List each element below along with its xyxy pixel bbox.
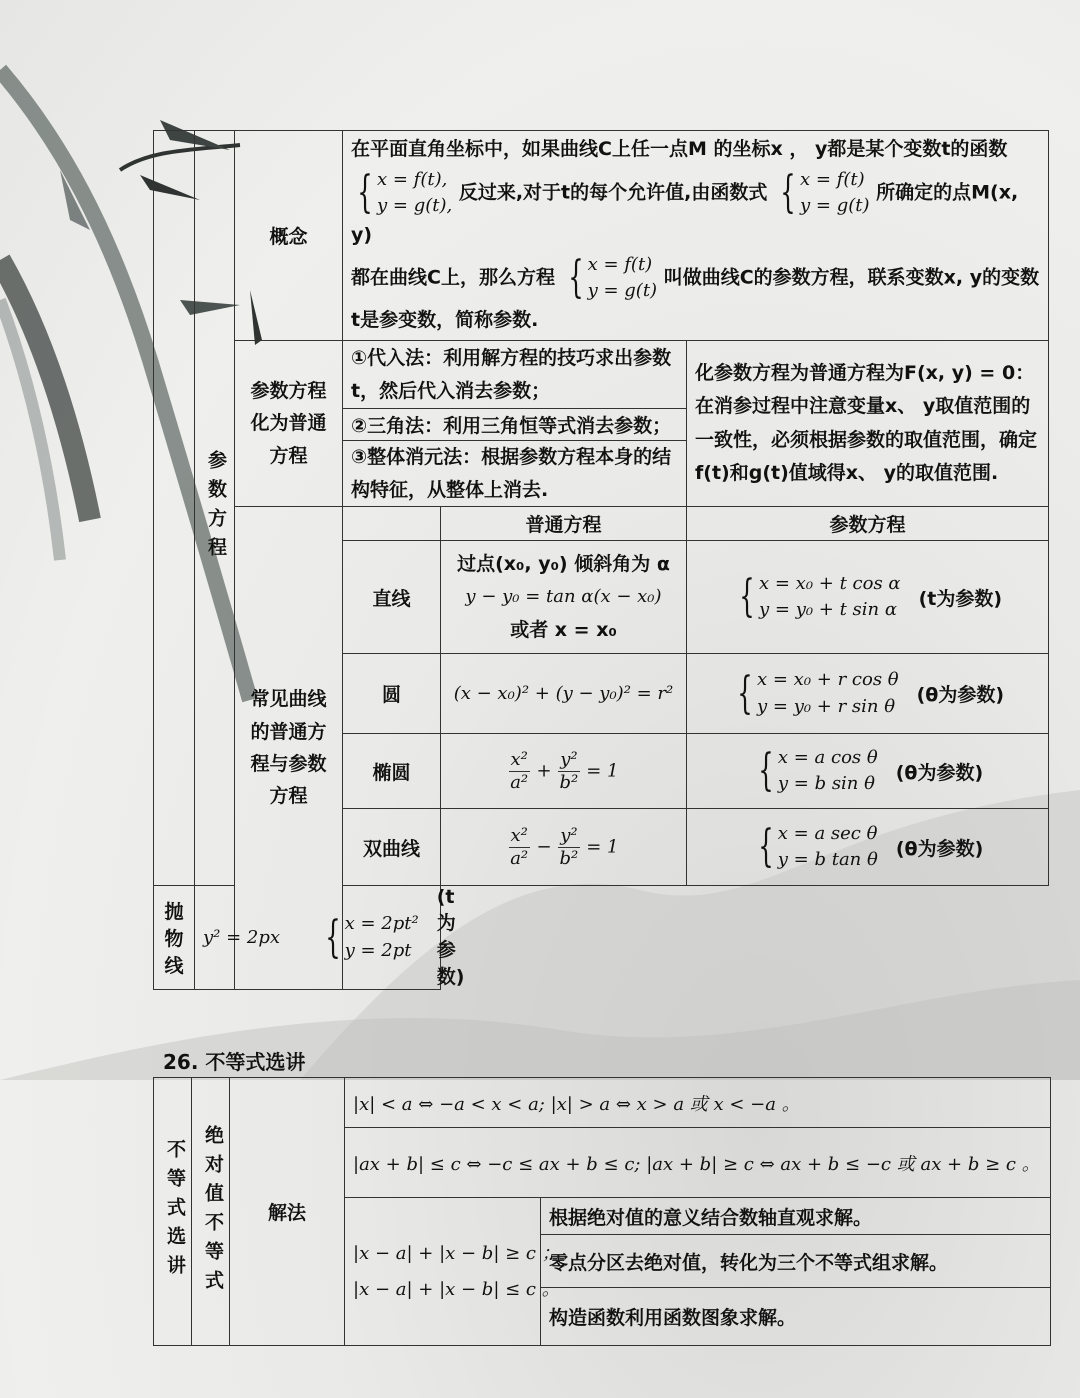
inequality-outer-label: 不等式选讲 (154, 1078, 192, 1346)
concept-label: 概念 (235, 131, 343, 341)
parabola-name: 抛物线 (154, 886, 195, 990)
parabola-normal: y² = 2px (195, 886, 235, 990)
header-normal: 普通方程 (441, 507, 687, 541)
line-name: 直线 (343, 541, 441, 654)
solution-geometric: 根据绝对值的意义结合数轴直观求解。 (541, 1198, 1051, 1235)
method-trig: ②三角法：利用三角恒等式消去参数； (343, 409, 687, 441)
header-param: 参数方程 (687, 507, 1049, 541)
inequality-table (153, 1077, 1051, 1346)
hyperbola-param: { x = a sec θ y = b tan θ (θ为参数) (687, 809, 1049, 886)
rule-sum-abs: |x − a| + |x − b| ≥ c ； |x − a| + |x − b| ≤ c 。 (345, 1198, 541, 1346)
circle-name: 圆 (343, 654, 441, 734)
line-normal: 过点(x₀, y₀) 倾斜角为 α y − y₀ = tan α(x − x₀) 或者 x = x₀ (441, 541, 687, 654)
line-param: { x = x₀ + t cos α y = y₀ + t sin α (t为参数) (687, 541, 1049, 654)
abs-inequality-label: 绝对值不等式 (192, 1078, 230, 1346)
parametric-equation-table (153, 130, 1049, 990)
circle-param: { x = x₀ + r cos θ y = y₀ + r sin θ (θ为参数) (687, 654, 1049, 734)
method-label: 解法 (230, 1078, 345, 1346)
curves-label: 常见曲线的普通方程与参数方程 (235, 507, 343, 990)
method-whole: ③整体消元法：根据参数方程本身的结构特征，从整体上消去. (343, 441, 687, 507)
concept-text: 在平面直角坐标中，如果曲线C上任一点M 的坐标x ， y都是某个变数t的函数 { x = f(t), y = g(t), 反过来,对于t的每个允许值,由函数式 { x = f(t) y = g(t) 所确定的点M(x, y) 都在曲线C上，那么方程 { x = f(t) y = g(t) 叫做曲线C的参数方程，联系变数x, y的变数 t是参变数，简称参数. (343, 131, 1049, 341)
ellipse-name: 椭圆 (343, 734, 441, 809)
circle-normal: (x − x₀)² + (y − y₀)² = r² (441, 654, 687, 734)
section-title: 26. 不等式选讲 (163, 1050, 306, 1074)
ellipse-normal: $\frac{\text{x²}}{\text{a²}}$ + $\frac{\text{y²}}{\text{b²}}$ = 1 (441, 734, 687, 809)
parabola-param: { x = 2pt² y = 2pt (t为参数) (324, 886, 465, 988)
section-label: 参数方程 (195, 131, 235, 886)
convert-label: 参数方程化为普通方程 (235, 341, 343, 507)
solution-graph: 构造函数利用函数图象求解。 (541, 1288, 1051, 1346)
convert-note: 化参数方程为普通方程为F(x, y) = 0：在消参过程中注意变量x、 y取值范围的一致性，必须根据参数的取值范围，确定f(t)和g(t)值域得x、 y的取值范围. (687, 341, 1049, 507)
rule-abs-x: |x| < a ⇔ −a < x < a; |x| > a ⇔ x > a 或 x < −a 。 (345, 1078, 1051, 1128)
solution-zero-point: 零点分区去绝对值，转化为三个不等式组求解。 (541, 1235, 1051, 1288)
header-empty (343, 507, 441, 541)
rule-abs-linear: |ax + b| ≤ c ⇔ −c ≤ ax + b ≤ c; |ax + b| ≥ c ⇔ ax + b ≤ −c 或 ax + b ≥ c 。 (345, 1128, 1051, 1198)
outer-empty-column (154, 131, 195, 886)
ellipse-param: { x = a cos θ y = b sin θ (θ为参数) (687, 734, 1049, 809)
hyperbola-normal: $\frac{\text{x²}}{\text{a²}}$ − $\frac{\text{y²}}{\text{b²}}$ = 1 (441, 809, 687, 886)
method-substitution: ①代入法：利用解方程的技巧求出参数t，然后代入消去参数； (343, 341, 687, 409)
hyperbola-name: 双曲线 (343, 809, 441, 886)
